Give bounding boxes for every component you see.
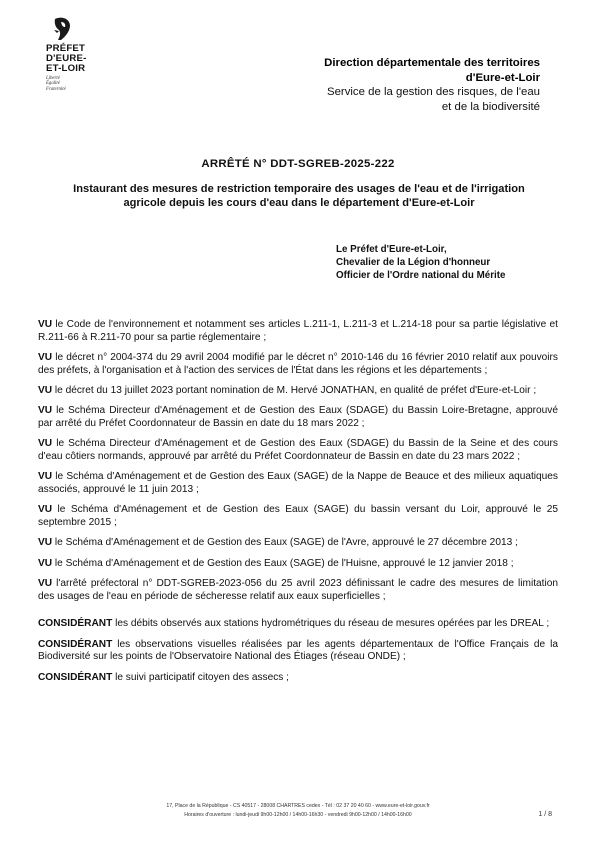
direction-name: Direction départementale des territoires	[324, 57, 540, 69]
vu-paragraph: VU le Code de l'environnement et notamment ses articles L.211-1, L.211-3 et L.214-18 pour sa partie législative et R.211-66 à R.211-70 pour sa partie réglementaire ;	[38, 319, 558, 343]
page-number: 1 / 8	[538, 811, 552, 818]
prefect-title: Le Préfet d'Eure-et-Loir,	[336, 244, 447, 255]
considerant-paragraph: CONSIDÉRANT le suivi participatif citoyen des assecs ;	[38, 671, 289, 683]
footer-address: 17, Place de la République - CS 40517 - 28008 CHARTRES cedex - Tél : 02 37 20 40 60 - www.eure-et-loir.gouv.fr	[166, 803, 430, 809]
vu-paragraph: VU le Schéma d'Aménagement et de Gestion des Eaux (SAGE) du bassin versant du Loir, approuvé le 25 septembre 2015 ;	[38, 504, 558, 528]
vu-paragraph: VU le Schéma d'Aménagement et de Gestion des Eaux (SAGE) de l'Avre, approuvé le 27 décembre 2013 ;	[38, 537, 518, 549]
prefect-honor-1: Chevalier de la Légion d'honneur	[336, 257, 491, 269]
arrete-body	[38, 319, 558, 692]
vu-paragraph: VU le Schéma Directeur d'Aménagement et de Gestion des Eaux (SDAGE) du Bassin Loire-Bretagne, approuvé par arrêté du Préfet Coordonnateur de Bassin en date du 18 mars 2022 ;	[38, 405, 558, 429]
prefect-honor-2: Officier de l'Ordre national du Mérite	[336, 270, 506, 282]
footer-hours: Horaires d'ouverture : lundi-jeudi 9h00-12h00 / 14h00-16h30 - vendredi 9h00-12h00 / 14h00-16h00	[184, 812, 412, 818]
direction-department: d'Eure-et-Loir	[465, 71, 540, 84]
logo-prefet-label: PRÉFET D'EURE- ET-LOIR	[46, 43, 87, 74]
vu-paragraph: VU le Schéma Directeur d'Aménagement et de Gestion des Eaux (SDAGE) du Bassin de la Seine et des cours d'eau côtiers normands, approuvé par arrêté du Préfet Coordonnateur de Bassin en date du 23 mars 2022 ;	[38, 438, 558, 462]
prefect-signature-block	[336, 243, 505, 283]
service-name-line1: Service de la gestion des risques, de l'eau	[326, 86, 540, 98]
vu-paragraph: VU le décret du 13 juillet 2023 portant nomination de M. Hervé JONATHAN, en qualité de préfet d'Eure-et-Loir ;	[38, 385, 537, 396]
vu-paragraph: VU l'arrêté préfectoral n° DDT-SGREB-2023-056 du 25 avril 2023 définissant le cadre des mesures de limitation des usages de l'eau en période de sécheresse relatif aux eaux superficielles ;	[38, 577, 558, 602]
considerant-paragraph: CONSIDÉRANT les débits observés aux stations hydrométriques du réseau de mesures opérées par les DREAL ;	[38, 618, 550, 630]
vu-paragraph: VU le Schéma d'Aménagement et de Gestion des Eaux (SAGE) de l'Huisne, approuvé le 12 janvier 2018 ;	[38, 557, 514, 569]
vu-paragraph: VU le Schéma d'Aménagement et de Gestion des Eaux (SAGE) de la Nappe de Beauce et des milieux aquatiques associés, approuvé le 11 juin 2013 ;	[38, 471, 558, 495]
issuing-direction	[324, 56, 540, 114]
considerant-paragraph: CONSIDÉRANT les observations visuelles réalisées par les agents départementaux de l'Office Français de la Biodiversité sur les points de l'Observatoire National des Étiages (réseau ONDE) ;	[38, 638, 558, 663]
arrete-number: ARRÊTÉ N° DDT-SGREB-2025-222	[201, 158, 395, 170]
republic-motto: Liberté Égalité Fraternité	[46, 76, 66, 92]
arrete-subject: Instaurant des mesures de restriction temporaire des usages de l'eau et de l'irrigation agricole depuis les cours d'eau dans le département d'Eure-et-Loir	[73, 183, 525, 209]
vu-paragraph: VU le décret n° 2004-374 du 29 avril 2004 modifié par le décret n° 2010-146 du 16 février 2010 relatif aux pouvoirs des préfets, à l'organisation et à l'action des services de l'État dans les régions et les départements ;	[38, 352, 558, 376]
page-footer	[0, 802, 596, 820]
prefecture-logo	[46, 16, 106, 92]
marianne-emblem-icon	[52, 16, 72, 42]
service-name-line2: et de la biodiversité	[441, 100, 540, 113]
